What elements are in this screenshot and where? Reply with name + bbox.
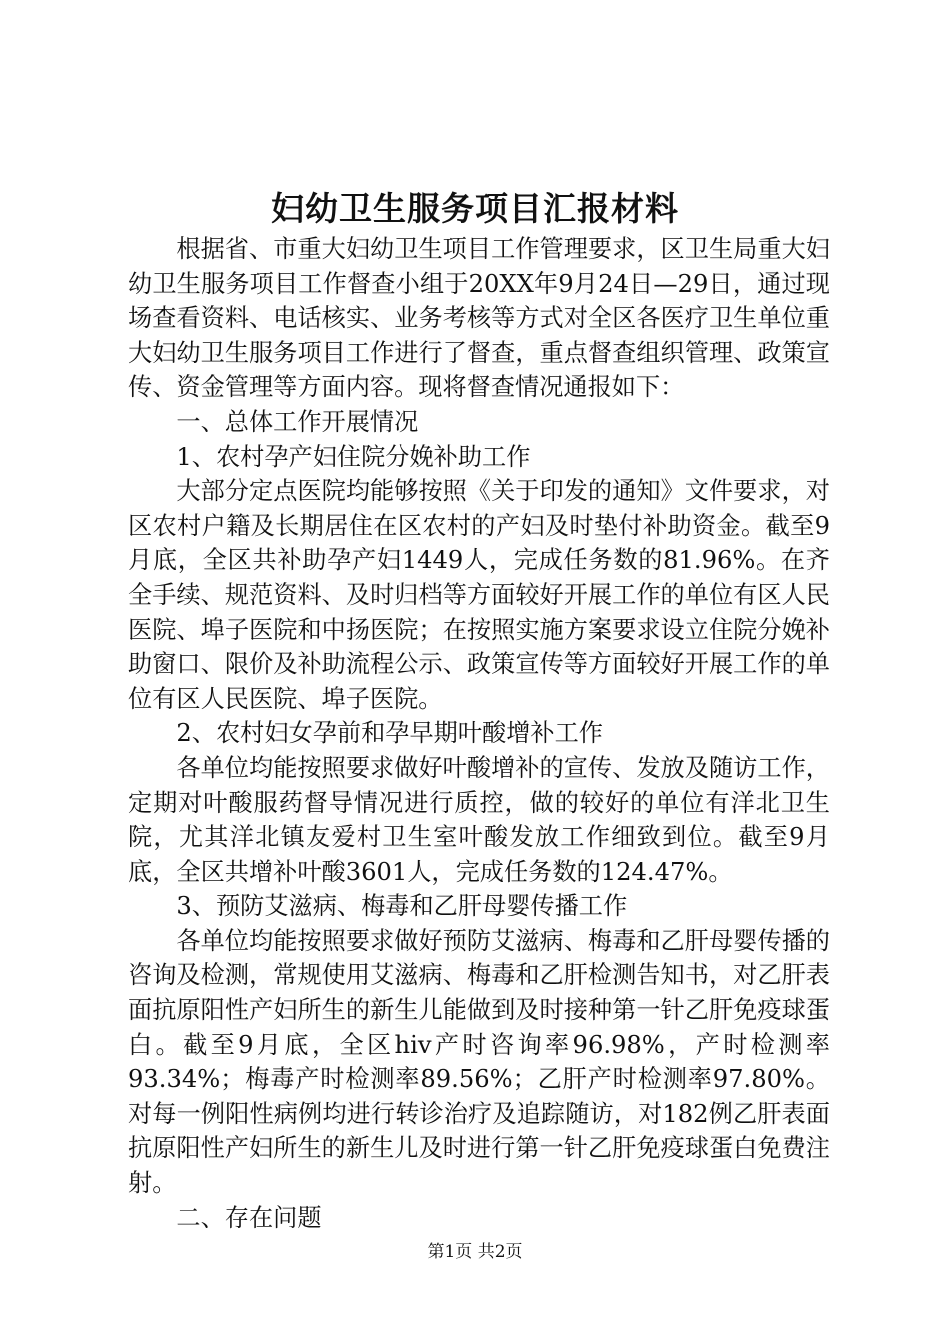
- document-body: [128, 232, 830, 1235]
- mother-child-transmission-paragraph: 各单位均能按照要求做好预防艾滋病、梅毒和乙肝母婴传播的咨询及检测，常规使用艾滋病、梅毒和乙肝检测告知书，对乙肝表面抗原阳性产妇所生的新生儿能做到及时接种第一针乙肝免疫球蛋白。截至9月底，全区hiv产时咨询率96.98%，产时检测率93.34%；梅毒产时检测率89.56%；乙肝产时检测率97.80%。对每一例阳性病例均进行转诊治疗及追踪随访，对182例乙肝表面抗原阳性产妇所生的新生儿及时进行第一针乙肝免疫球蛋白免费注射。: [128, 926, 830, 1198]
- section-heading-problems: 二、存在问题: [176, 1203, 322, 1232]
- subsection-heading-delivery-subsidy: 1、农村孕产妇住院分娩补助工作: [176, 442, 531, 471]
- delivery-subsidy-paragraph: 大部分定点医院均能够按照《关于印发的通知》文件要求，对区农村户籍及长期居住在区农村的产妇及时垫付补助资金。截至9月底，全区共补助孕产妇1449人，完成任务数的81.96%。在齐全手续、规范资料、及时归档等方面较好开展工作的单位有区人民医院、埠子医院和中扬医院；在按照实施方案要求设立住院分娩补助窗口、限价及补助流程公示、政策宣传等方面较好开展工作的单位有区人民医院、埠子医院。: [128, 477, 830, 713]
- document-title: 妇幼卫生服务项目汇报材料: [271, 189, 679, 228]
- page-footer: 第1页 共2页: [427, 1242, 523, 1262]
- intro-paragraph: 根据省、市重大妇幼卫生项目工作管理要求，区卫生局重大妇幼卫生服务项目工作督查小组于20XX年9月24日—29日，通过现场查看资料、电话核实、业务考核等方式对全区各医疗卫生单位重大妇幼卫生服务项目工作进行了督查，重点督查组织管理、政策宣传、资金管理等方面内容。现将督查情况通报如下：: [128, 235, 830, 402]
- subsection-heading-mother-child-transmission: 3、预防艾滋病、梅毒和乙肝母婴传播工作: [176, 892, 628, 921]
- folic-acid-paragraph: 各单位均能按照要求做好叶酸增补的宣传、发放及随访工作，定期对叶酸服药督导情况进行质控，做的较好的单位有洋北卫生院，尤其洋北镇友爱村卫生室叶酸发放工作细致到位。截至9月底，全区共增补叶酸3601人，完成任务数的124.47%。: [128, 753, 830, 886]
- section-heading-overall: 一、总体工作开展情况: [176, 407, 419, 436]
- subsection-heading-folic-acid: 2、农村妇女孕前和孕早期叶酸增补工作: [176, 719, 603, 748]
